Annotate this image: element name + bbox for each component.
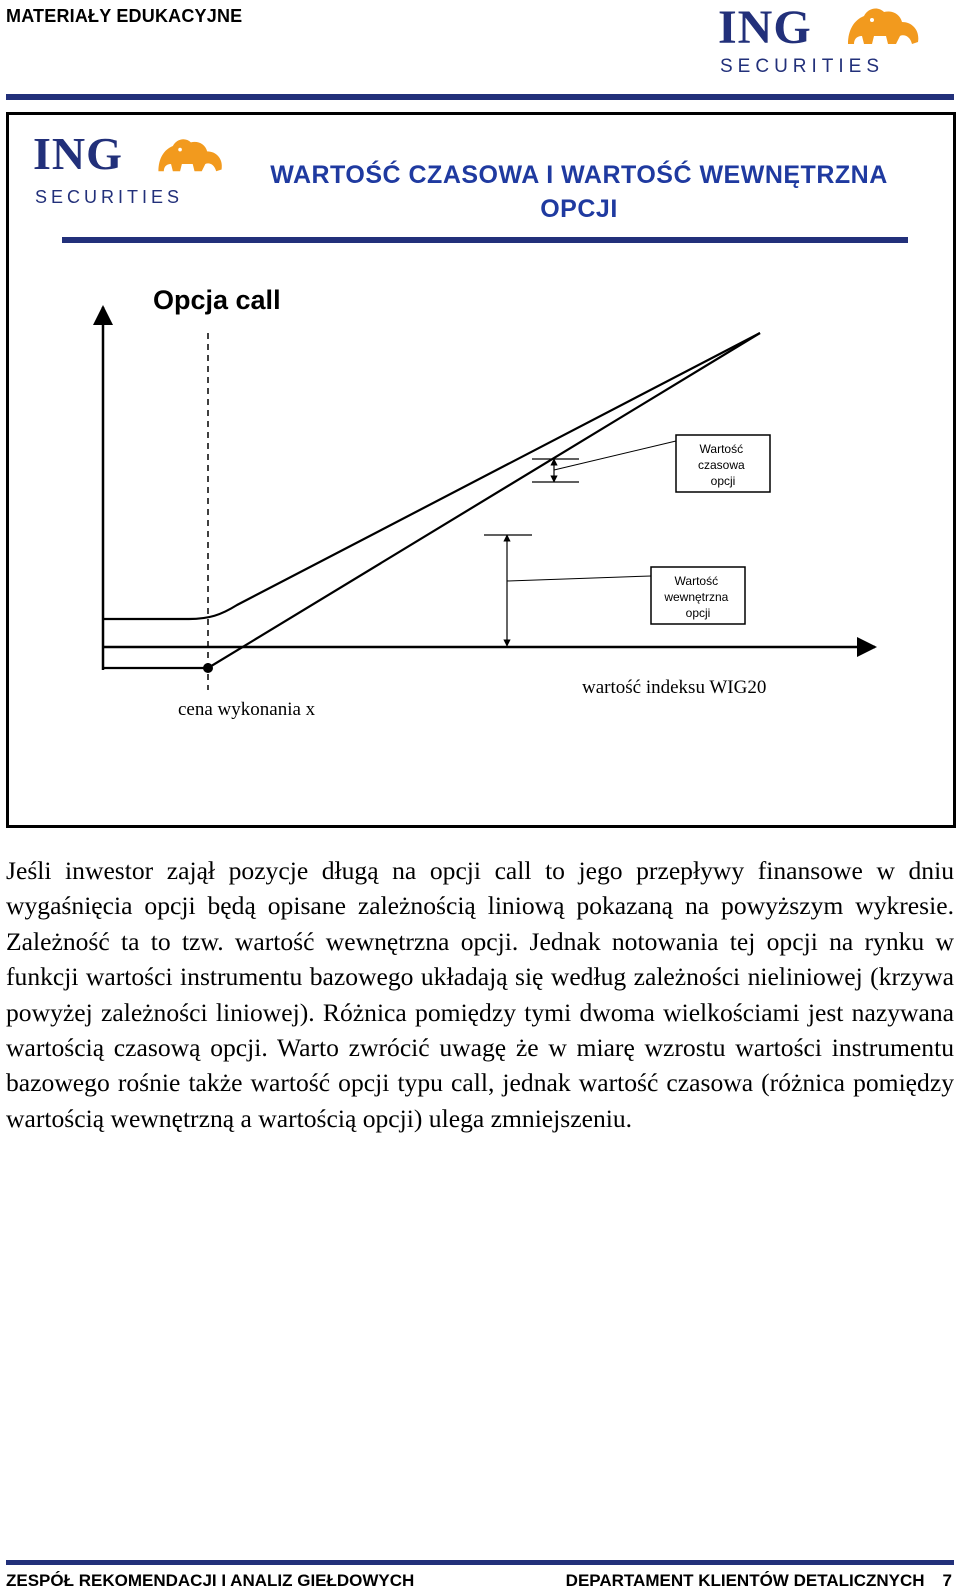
header-rule: [6, 94, 954, 100]
lion-icon: [842, 4, 924, 48]
slide-logo-subtitle: SECURITIES: [35, 187, 184, 207]
chart-title: Opcja call: [153, 285, 281, 315]
footer-right: [566, 1571, 952, 1591]
intrinsic-value-leader: [507, 576, 651, 581]
time-value-label-line-1: Wartość: [699, 442, 744, 456]
footer-right-label: DEPARTAMENT KLIENTÓW DETALICZNYCH: [565, 1571, 925, 1590]
body-paragraph: Jeśli inwestor zajął pozycje długą na opcji call to jego przepływy finansowe w dniu wygaśnięcia opcji będą opisane zależnością liniową pokazaną na powyższym wykresie. Zależność ta to tzw. wartość wewnętrzna opcji. Jednak notowania tej opcji na rynku w funkcji wartości instrumentu bazowego układają się według zależności nieliniowej (krzywa powyżej zależności liniowej). Różnica pomiędzy tymi dwoma wielkościami jest nazywana wartością czasową opcji. Warto zwrócić uwagę że w miarę wzrostu wartości instrumentu bazowego rośnie także wartość opcji typu call, jednak wartość czasowa (różnica pomiędzy wartością wewnętrzną a wartością opcji) ulega zmniejszeniu.: [6, 856, 954, 1133]
intrinsic-value-label-line-1: Wartość: [674, 574, 719, 588]
document-header-label: MATERIAŁY EDUKACYJNE: [6, 6, 243, 26]
footer-left-label: ZESPÓŁ REKOMENDACJI I ANALIZ GIEŁDOWYCH: [6, 1571, 415, 1590]
time-value-label-line-3: opcji: [710, 474, 736, 488]
slide-logo-wordmark: ING: [33, 128, 123, 179]
strike-point: [203, 663, 213, 673]
x-axis-label: wartość indeksu WIG20: [582, 677, 767, 698]
intrinsic-value-label-line-2: wewnętrzna: [664, 590, 729, 604]
logo-wordmark: ING: [718, 1, 812, 54]
ing-securities-logo: [718, 1, 928, 80]
logo-subtitle: SECURITIES: [720, 56, 885, 77]
intrinsic-value-label-line-3: opcji: [685, 606, 711, 620]
time-value-leader: [554, 441, 676, 470]
slide-title-line-2: OPCJI: [540, 195, 618, 223]
option-payoff-chart: [9, 115, 953, 825]
strike-label: cena wykonania x: [178, 699, 316, 720]
slide-title-line-1: WARTOŚĆ CZASOWA I WARTOŚĆ WEWNĘTRZNA: [270, 161, 888, 189]
page-number: 7: [942, 1571, 952, 1590]
footer-rule: [6, 1560, 954, 1565]
slide-figure: [6, 112, 956, 828]
time-value-label-line-2: czasowa: [697, 458, 745, 472]
